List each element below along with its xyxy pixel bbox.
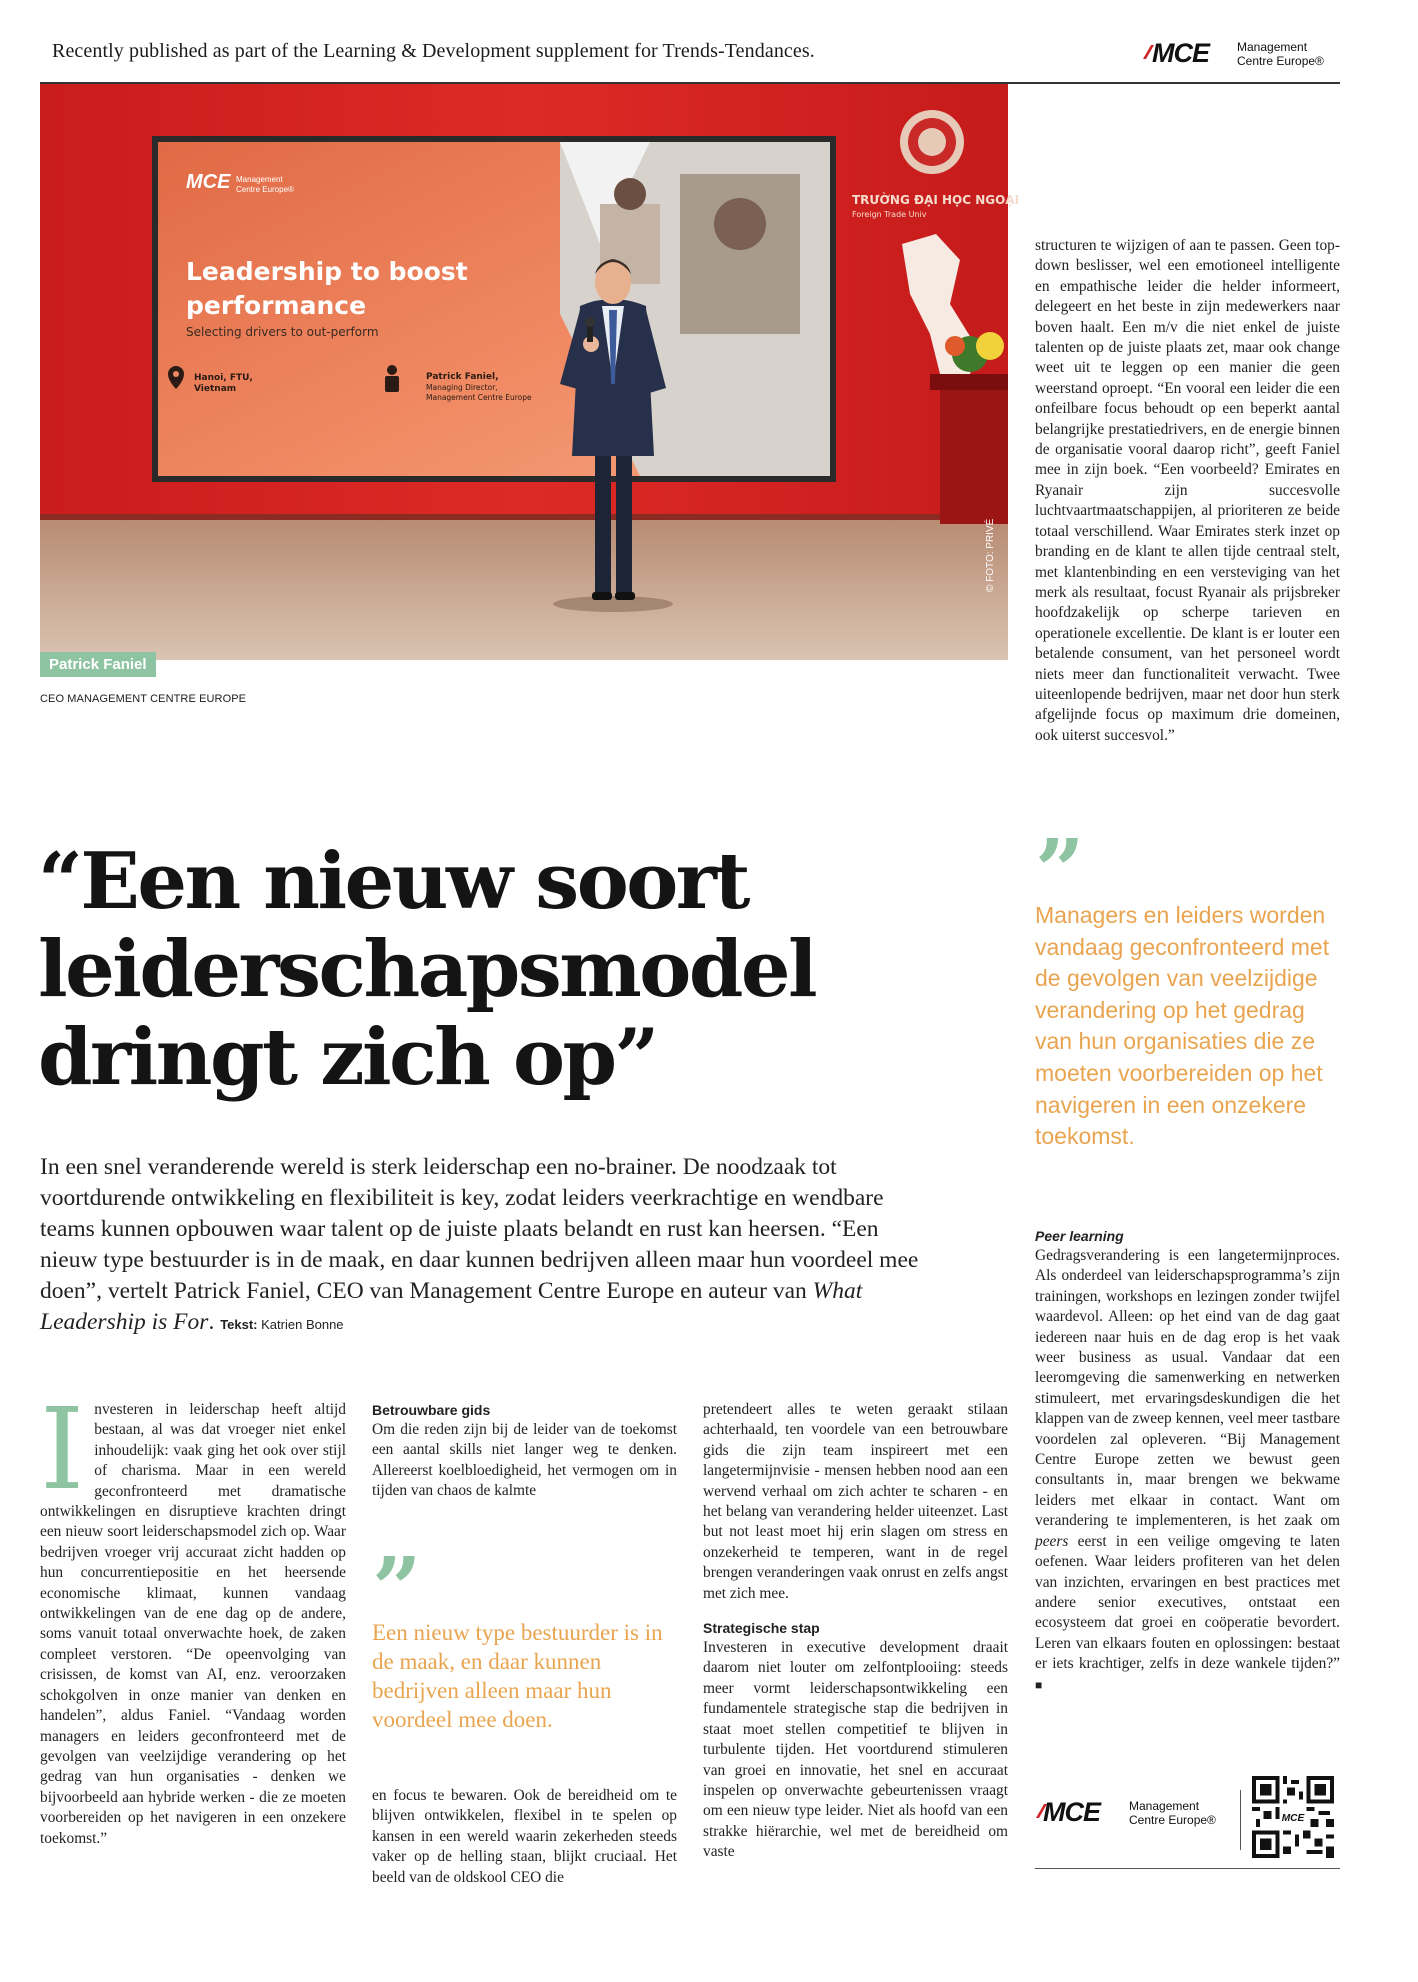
headline-line-1: “Een nieuw soort <box>38 836 748 927</box>
wall-sign-line2: Foreign Trade Univ <box>852 210 927 219</box>
peers-term: peers <box>1035 1532 1069 1550</box>
slide-location-line1: Hanoi, FTU, <box>194 373 253 383</box>
byline <box>220 1317 343 1332</box>
column-3-bottom-text: Investeren in executive development draait daarom niet louter om zelfontplooiing: steeds meer vormt leiderschapsontwikkeling een fundamentele strategische stap die bedrijven in staat moet stellen competitief te blijven in turbulente tijden. Het voortdurend stimuleren van groei en innovatie, het snel en accuraat inspelen op onverwachte gebeurtenissen vraagt om een nieuw type leider. Niet als hoofd van een strakke hiërarchie, wel met de bereidheid om vaste <box>703 1639 1008 1861</box>
column-1-text: nvesteren in leiderschap heeft altijd bestaan, al was dat vroeger niet enkel inhoudelijk: vaak ging het ook over stijl of charisma. Maar in een wereld geconfronteerd met dramatische ontwikkelingen en disruptieve krachten dringt een nieuw soort leiderschapsmodel zich op. Waar bedrijven vroeger vrij accuraat zicht hadden op hun concurrentiepositie en het heersende economische klimaat, kunnen vandaag ontwikkelingen van de ene dag op de andere, soms vanuit totaal onverwachte hoek, de zaken compleet verstoren. “De opeenvolging van crisissen, de komst van AI, enz. veroorzaken schokgolven in onze manier van denken en handelen”, aldus Faniel. “Vandaag worden managers en leiders geconfronteerd met de gevolgen van veelzijdige verandering op het gedrag van hun organisaties - denken we bijvoorbeeld aan hybride werken - die ze moeten voorbereiden op het navigeren in een onzekere toekomst.” <box>40 1401 346 1847</box>
header-logo <box>1142 36 1342 72</box>
stage-illustration <box>40 84 1020 660</box>
pull-quote-1 <box>372 1539 677 1734</box>
header-logo-line2: Centre Europe® <box>1237 54 1324 68</box>
supplement-note: Recently published as part of the Learning & Development supplement for Trends-Tendances. <box>52 40 815 62</box>
end-mark-icon: ■ <box>1035 1677 1043 1692</box>
column-2-top-text: Om die reden zijn bij de leider van de toekomst een aantal skills niet langer weg te denken. Allereerst koelbloedigheid, het vermogen om in tijden van chaos de kalmte <box>372 1421 677 1500</box>
column-1 <box>40 1385 346 1849</box>
column-3 <box>703 1400 1008 1863</box>
lead-end: . <box>208 1309 215 1335</box>
qr-divider <box>1240 1790 1241 1850</box>
article-lead <box>40 1152 920 1340</box>
mce-logo-icon <box>1142 36 1342 72</box>
headline-line-3: dringt zich op” <box>38 1012 657 1103</box>
slide-subtitle: Selecting drivers to out-perform <box>186 325 379 339</box>
event-photo <box>40 84 1020 660</box>
quote-mark-icon: ” <box>1035 821 1085 922</box>
drop-cap: I <box>40 1385 85 1515</box>
footer-logo <box>1035 1774 1235 1834</box>
footer-logo-line2: Centre Europe® <box>1129 1813 1216 1827</box>
column-4-top <box>1035 236 1340 746</box>
slide-speaker-name: Patrick Faniel, <box>426 372 499 382</box>
column-4-bottom-text-a: Gedragsverandering is een langetermijnproces. Als onderdeel van leiderschapsprogramma’s zijn trainingen, workshops en lezingen zonder twijfel waardevol. Alleen: op het eind van de dag gaat iedereen naar huis en de dag erop is het vaak weer business as usual. Vandaar dat een leeromgeving die samenwerking en netwerken stimuleert, met ervaringsdeskundigen die het klappen van de zweep kennen, veel meer tastbare voordelen zal opleveren. “Bij Management Centre Europe zetten we bewust geen consultants in, maar brengen we bekwame leiders met elkaar in contact. Want om verandering te implementeren, is het zaak om <box>1035 1247 1340 1530</box>
quote-mark-icon: ” <box>372 1539 422 1640</box>
slide-title-line1: Leadership to boost <box>186 257 468 286</box>
slide-location-line2: Vietnam <box>194 384 237 394</box>
subhead-strategische-stap: Strategische stap <box>703 1620 820 1637</box>
pull-quote-1-text: Een nieuw type bestuurder is in de maak, en daar kunnen bedrijven alleen maar hun voordeel mee doen. <box>372 1620 663 1732</box>
column-2 <box>372 1400 677 1502</box>
qr-code-icon[interactable] <box>1252 1776 1334 1858</box>
lead-text: In een snel veranderende wereld is sterk leiderschap een no-brainer. De noodzaak tot voortdurende ontwikkeling en flexibiliteit is key, zodat leiders veerkrachtige en wendbare teams kunnen opbouwen waar talent op de juiste plaats belandt en rust kan heersen. “Een nieuw type bestuurder is in de maak, en daar kunnen bedrijven alleen maar hun voordeel mee doen”, vertelt Patrick Faniel, CEO van Management Centre Europe en auteur van <box>40 1154 919 1304</box>
photo-credit: © FOTO: PRIVÉ <box>985 518 996 592</box>
slide-speaker-role-line2: Management Centre Europe <box>426 393 532 402</box>
column-3-top-text: pretendeert alles te weten geraakt stilaan achterhaald, ten voordele van een betrouwbare gids die zijn team inspireert met een langetermijnvisie - mensen hebben nood aan een wervend verhaal om zich achter te scharen - en het belang van verandering helder uiteenzet. Last but not least moet hij erin slagen om stress en onzekerheid te temperen, want in de regel brengen veranderingen vaak onrust en zelfs angst met zich mee. <box>703 1401 1008 1602</box>
qr-center-wordmark: MCE <box>1281 1812 1305 1824</box>
pull-quote-2-text: Managers en leiders worden vandaag geconfronteerd met de gevolgen van veelzijdige verandering op het gedrag van hun organisaties die ze moeten voorbereiden op het navigeren in een onzekere toekomst. <box>1035 902 1330 1150</box>
header-logo-line1: Management <box>1237 40 1308 54</box>
lead-book-title: What Leadership is For <box>40 1278 863 1335</box>
photo-name-tag: Patrick Faniel <box>40 652 156 677</box>
byline-author: Katrien Bonne <box>261 1317 344 1332</box>
footer-logo-wordmark: MCE <box>1043 1797 1100 1827</box>
mce-footer-logo-icon <box>1035 1774 1235 1834</box>
subhead-betrouwbare-gids: Betrouwbare gids <box>372 1402 491 1418</box>
wall-sign-line1: TRƯỜNG ĐẠI HỌC NGOẠI <box>852 193 1020 207</box>
photo-caption: CEO MANAGEMENT CENTRE EUROPE <box>40 693 247 705</box>
slide-logo-line2: Centre Europe® <box>236 185 294 194</box>
speaker-person-icon <box>385 365 399 392</box>
column-4-top-text: structuren te wijzigen of aan te passen. Geen top-down beslisser, wel een emotioneel intelligente en empathische leider die helder informeert, delegeert en het beste in zijn medewerkers naar boven haalt. Een m/v die niet enkel de juiste talenten op de juiste plaats zet, maar ook change weet uit te leggen op een manier die geen weerstand oproept. “En vooral een leider die een onfeilbare focus behoudt op een beperkt aantal belangrijke prestatiedrivers, en de energie binnen de organisatie vooral daarop richt”, geeft Faniel mee in zijn boek. “Een voorbeeld? Emirates en Ryanair zijn succesvolle luchtvaartmaatschappijen, al prioriteren ze beide totaal verschillend. Waar Emirates sterk inzet op branding en de klant te allen tijde centraal stelt, met klantenbinding en een versteviging van het merk als resultaat, focust Ryanair als prijsbreker hoofdzakelijk op scherpe tarieven en operationele excellentie. De klant is er louter een betalende consument, van het personeel wordt niets meer dan functionaliteit verwacht. Twee uiteenlopende bedrijven, maar net door hun sterk afgelijnde focus op maximum drie domeinen, ook uiterst succesvol.” <box>1035 237 1340 744</box>
bottom-rule <box>1035 1868 1340 1869</box>
pull-quote-2 <box>1035 821 1340 1153</box>
slide-logo-wordmark: MCE <box>186 171 231 193</box>
column-2-bottom <box>372 1786 677 1888</box>
header-logo-wordmark: MCE <box>1152 38 1209 68</box>
headline-line-2: leiderschapsmodel <box>38 924 816 1015</box>
byline-label: Tekst: <box>220 1317 258 1332</box>
column-4-bottom-text <box>1035 1246 1340 1695</box>
column-2-bottom-text: en focus te bewaren. Ook de bereidheid om te blijven ontwikkelen, flexibel in te spelen op kansen in een wereld waarin zekerheden steeds vaker op de helling staan, blijkt cruciaal. Het beeld van de oldskool CEO die <box>372 1787 677 1886</box>
slide-speaker-role-line1: Managing Director, <box>426 383 498 392</box>
slide-title-line2: performance <box>186 291 367 320</box>
column-4-bottom-text-b: eerst in een veilige omgeving te laten oefenen. Waar leiders profiteren van het delen van inzichten, ervaringen en best practices met andere senior executives, ontstaat een ecosysteem dat groei en coöperatie bevordert. Leren van elkaars fouten en oplossingen: bestaat er iets krachtiger, zelfs in deze wankele tijden?” <box>1035 1532 1340 1673</box>
footer-logo-line1: Management <box>1129 1799 1200 1813</box>
subhead-peer-learning: Peer learning <box>1035 1228 1124 1244</box>
article-headline <box>38 838 938 1102</box>
slide-logo-line1: Management <box>236 175 283 184</box>
column-4-bottom <box>1035 1226 1340 1695</box>
